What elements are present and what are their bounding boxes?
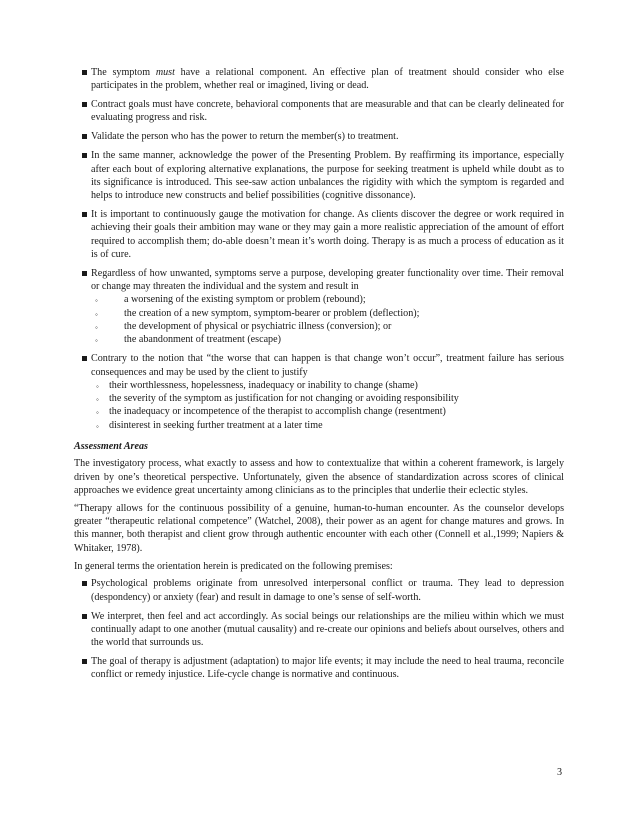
circle-bullet-icon: ◦: [96, 421, 99, 431]
bullet-list-top: [74, 66, 564, 432]
list-item-text: The symptom: [91, 67, 156, 78]
list-item: [74, 130, 564, 143]
paragraph: In general terms the orientation herein is predicated on the following premises:: [74, 560, 393, 572]
list-item-text: Validate the person who has the power to return the member(s) to treatment.: [91, 131, 399, 143]
list-item-text: Psychological problems originate from unresolved interpersonal conflict or trauma. They lead to depression (despondency) or anxiety (fear) and result in damage to one’s sense of self-worth.: [91, 578, 564, 603]
circle-bullet-icon: ◦: [96, 381, 99, 391]
square-bullet-icon: [82, 134, 87, 139]
circle-bullet-icon: ◦: [95, 296, 98, 306]
list-item: [74, 352, 564, 432]
list-item-text: Contrary to the notion that “the worse that can happen is that change won’t occur”, treatment failure has serious consequences and may be used by the client to justify: [91, 353, 564, 378]
sub-list-item-text: the inadequacy or incompetence of the therapist to accomplish change (resentment): [109, 406, 446, 418]
list-item-text: The goal of therapy is adjustment (adaptation) to major life events; it may include the need to heal trauma, reconcile conflict or remedy injustice. Life-cycle change is normative and continuous.: [91, 656, 564, 681]
list-item: [74, 655, 564, 682]
sub-list: [91, 379, 564, 432]
square-bullet-icon: [82, 614, 87, 619]
square-bullet-icon: [82, 356, 87, 361]
square-bullet-icon: [82, 102, 87, 107]
paragraph: “Therapy allows for the continuous possibility of a genuine, human-to-human encounter. As the counselor develops greater “therapeutic relational competence” (Watchel, 2008), their power as an agent for change matures and grows. In this manner, both therapist and client grow through authentic encounter with each other (Connell et al.,1999; Napiers & Whitaker, 1978).: [74, 502, 564, 554]
square-bullet-icon: [82, 153, 87, 158]
list-item-text: Contract goals must have concrete, behavioral components that are measurable and that can be clearly delineated for evaluating progress and risk.: [91, 99, 564, 124]
sub-list-item: [91, 392, 564, 405]
list-item: [74, 208, 564, 261]
circle-bullet-icon: ◦: [96, 408, 99, 418]
list-item-text: In the same manner, acknowledge the power of the Presenting Problem. By reaffirming its importance, especially after each bout of exploring alternative explanations, the purpose for seeking treatment is upheld while doubt as to its significance is introduced. This see-saw action unbalances the rigidity with which the symptom is regarded and helps to introduce new constructs and belief possibilities (cognitive dissonance).: [91, 150, 564, 202]
circle-bullet-icon: ◦: [95, 323, 98, 333]
sub-list-item: [91, 293, 564, 306]
list-item: [74, 577, 564, 604]
square-bullet-icon: [82, 70, 87, 75]
list-item-text: We interpret, then feel and act accordingly. As social beings our relationships are the milieu within which we must continually adapt to one another (mutual causality) and re-create our opinions and beliefs about ourselves, others and the world that surrounds us.: [91, 610, 564, 649]
sub-list-item-text: a worsening of the existing symptom or problem (rebound);: [124, 294, 366, 306]
sub-list-item-text: their worthlessness, hopelessness, inadequacy or inability to change (shame): [109, 379, 418, 391]
sub-list-item-text: disinterest in seeking further treatment at a later time: [109, 419, 323, 431]
page-number: 3: [557, 767, 563, 778]
sub-list-item-text: the severity of the symptom as justification for not changing or avoiding responsibility: [109, 393, 459, 405]
square-bullet-icon: [82, 212, 87, 217]
circle-bullet-icon: ◦: [95, 309, 98, 319]
sub-list-item: [91, 320, 564, 333]
sub-list-item: [91, 379, 564, 392]
list-item-emphasis: must: [155, 67, 175, 78]
sub-list-item: [91, 419, 564, 432]
list-item-text: have a relational component. An effective plan of treatment should consider who else participates in the problem, whether real or imagined, living or dead.: [91, 67, 564, 92]
sub-list-item-text: the abandonment of treatment (escape): [124, 334, 281, 346]
square-bullet-icon: [82, 271, 87, 276]
square-bullet-icon: [82, 659, 87, 664]
sub-list-item: [91, 333, 564, 346]
sub-list-item: [91, 405, 564, 418]
square-bullet-icon: [82, 581, 87, 586]
list-item-text: Regardless of how unwanted, symptoms serve a purpose, developing greater functionality over time. Their removal or change may threaten the individual and the system and result in: [91, 267, 564, 293]
page-content: [74, 66, 564, 687]
sub-list-item-text: the development of physical or psychiatric illness (conversion); or: [124, 321, 392, 333]
list-item-text: It is important to continuously gauge the motivation for change. As clients discover the degree or work required in achieving their goals their ambition may wane or they may gain a more realistic appreciation of the amount of effort required to accomplish them; do-able doesn’t mean it’s worth doing. Therapy is as much a process of education as it is of cure.: [91, 209, 564, 260]
list-item: [74, 66, 564, 93]
list-item: [74, 149, 564, 202]
sub-list-item-text: the creation of a new symptom, symptom-bearer or problem (deflection);: [124, 307, 420, 319]
bullet-list-bottom: [74, 577, 564, 681]
list-item: [74, 98, 564, 125]
sub-list: [91, 293, 564, 346]
list-item: [74, 267, 564, 347]
sub-list-item: [91, 307, 564, 320]
circle-bullet-icon: ◦: [95, 336, 98, 346]
paragraph: The investigatory process, what exactly to assess and how to contextualize that within a coherent framework, is largely driven by one’s theoretical perspective. Unfortunately, given the absence of standardization across scores of clinical approaches we evidence great uncertainty among clinicians as to the principles that underlie their eclectic styles.: [74, 458, 564, 496]
circle-bullet-icon: ◦: [96, 395, 99, 405]
list-item: [74, 610, 564, 650]
section-heading: Assessment Areas: [74, 440, 148, 452]
